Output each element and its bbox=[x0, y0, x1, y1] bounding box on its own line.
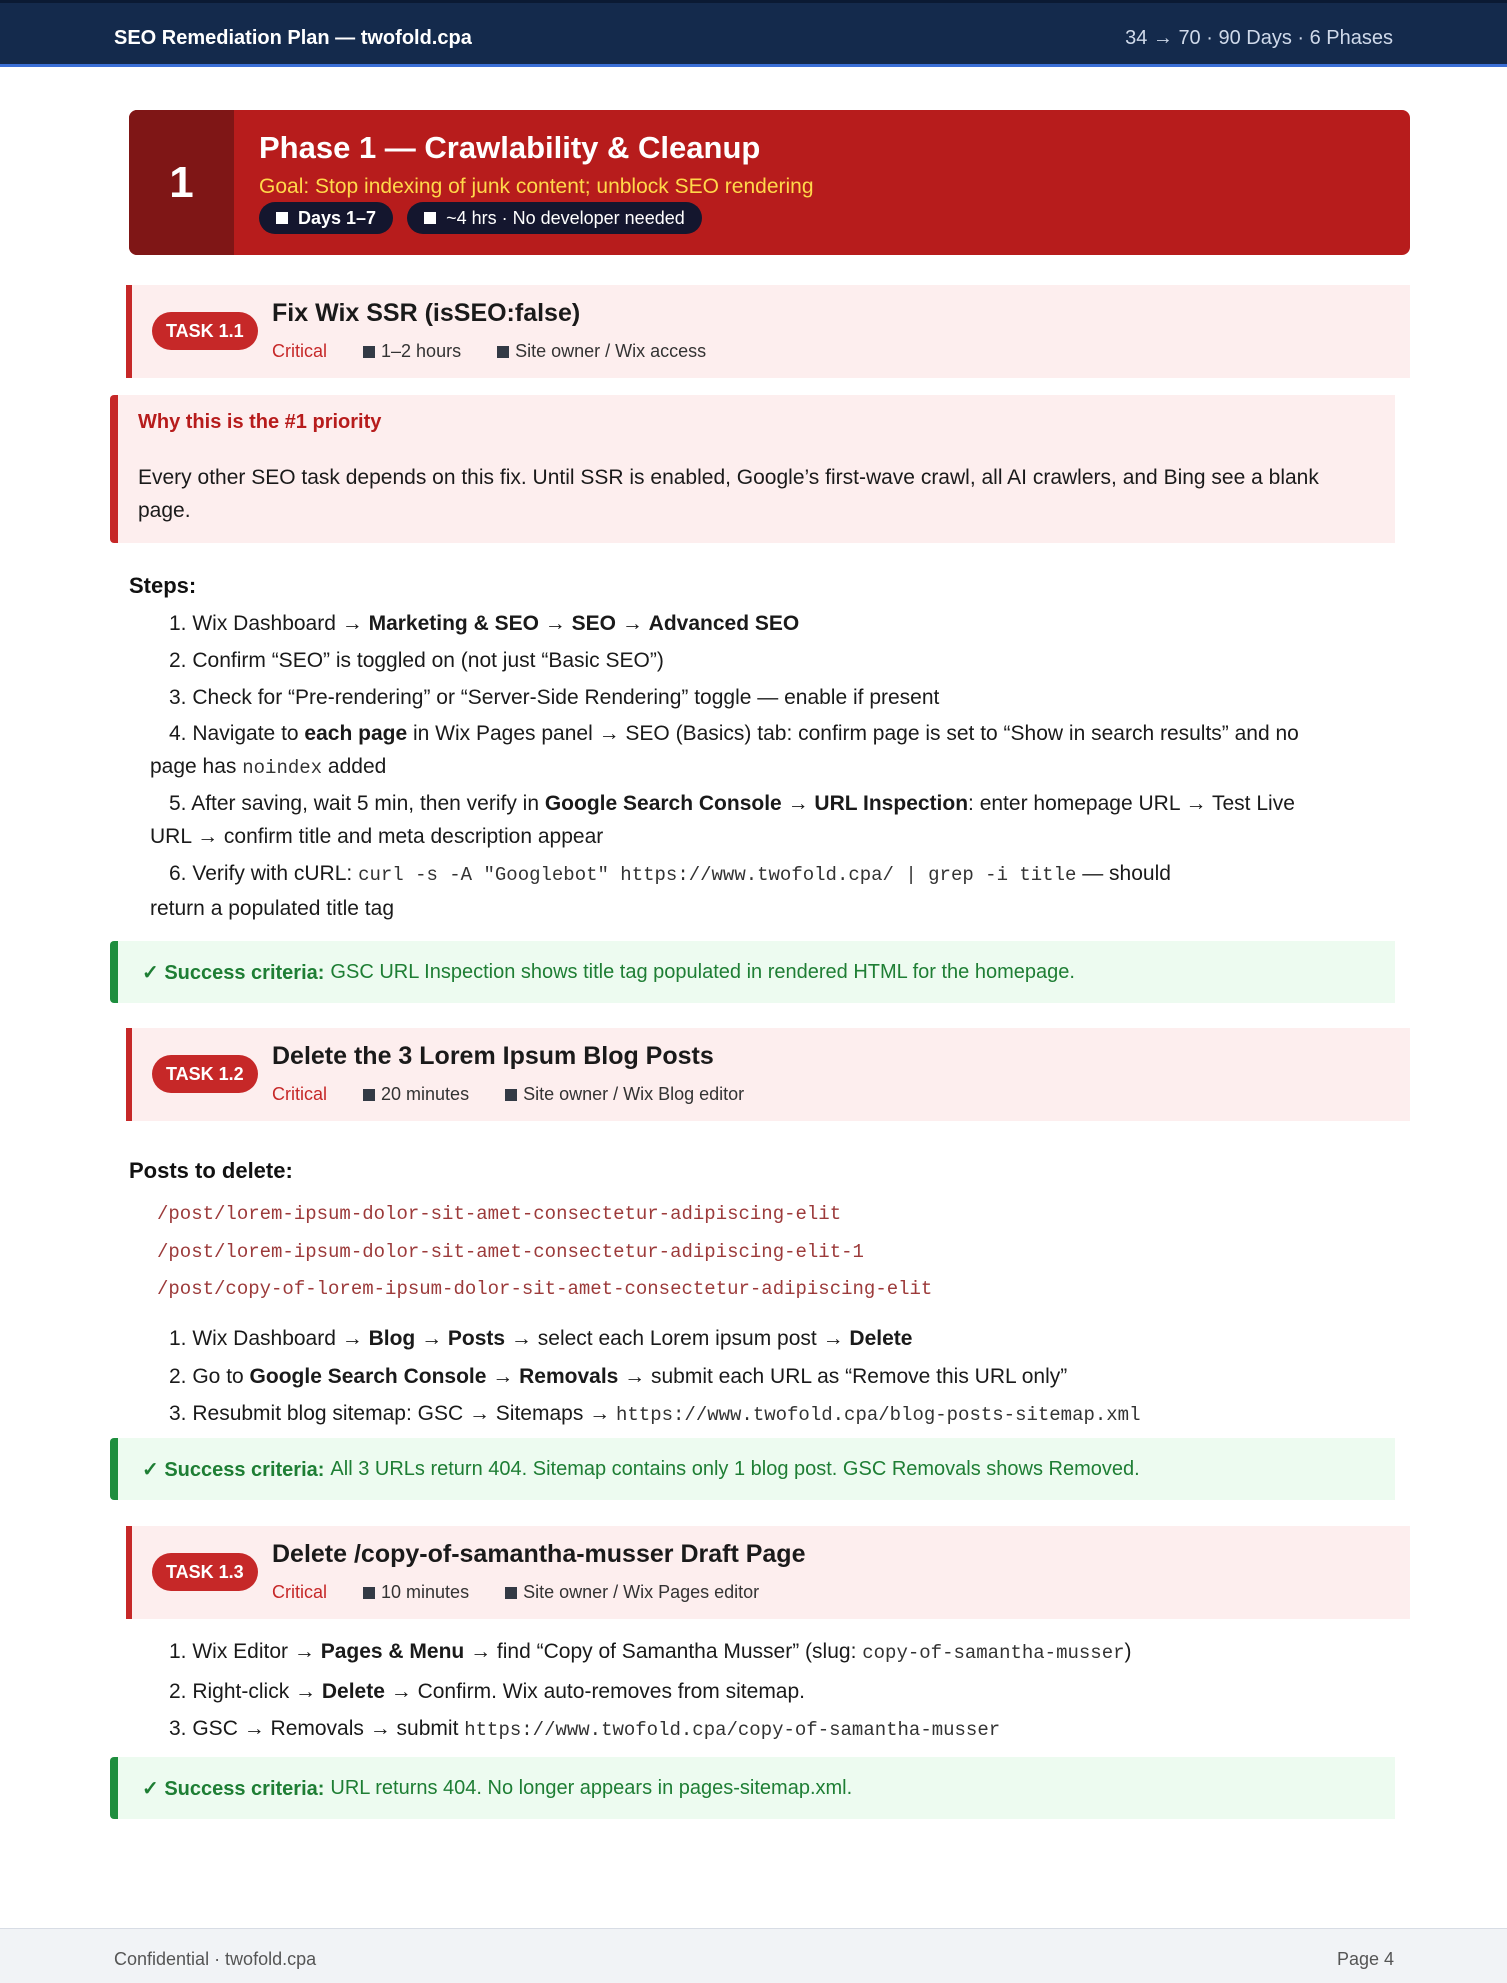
effort-pill-label: ~4 hrs · No developer needed bbox=[446, 207, 685, 228]
success-label: ✓ Success criteria: bbox=[142, 1777, 325, 1800]
square-icon bbox=[276, 212, 288, 224]
task-1-1-header bbox=[126, 285, 1410, 378]
task-1-2-header bbox=[126, 1028, 1410, 1121]
post-url: /post/copy-of-lorem-ipsum-dolor-sit-amet-consectetur-adipiscing-elit bbox=[157, 1278, 933, 1300]
task-badge: TASK 1.2 bbox=[152, 1055, 258, 1093]
post-url: /post/lorem-ipsum-dolor-sit-amet-consectetur-adipiscing-elit bbox=[157, 1203, 842, 1225]
priority-label: Critical bbox=[272, 341, 328, 361]
time-estimate bbox=[363, 1084, 469, 1105]
document-title: SEO Remediation Plan — twofold.cpa bbox=[114, 27, 472, 49]
why-text: Every other SEO task depends on this fix. Until SSR is enabled, Google’s first-wave crawl, all AI crawlers, and Bing see a blank page. bbox=[138, 466, 1319, 522]
step-item: 5. After saving, wait 5 min, then verify in Google Search Console → URL Inspection: enter homepage URL → Test Live URL → confirm title and meta description appear bbox=[150, 792, 1295, 848]
square-icon bbox=[363, 1587, 375, 1599]
success-text: GSC URL Inspection shows title tag populated in rendered HTML for the homepage. bbox=[330, 960, 1075, 983]
square-icon bbox=[363, 346, 375, 358]
priority-label: Critical bbox=[272, 1582, 328, 1602]
post-url: /post/lorem-ipsum-dolor-sit-amet-consectetur-adipiscing-elit-1 bbox=[157, 1240, 864, 1263]
time-estimate-text: 20 minutes bbox=[381, 1084, 470, 1104]
success-text: All 3 URLs return 404. Sitemap contains only 1 blog post. GSC Removals shows Removed. bbox=[330, 1457, 1140, 1480]
square-icon bbox=[505, 1587, 517, 1599]
task-title: Delete /copy-of-samantha-musser Draft Page bbox=[272, 1540, 806, 1568]
step-item: 2. Go to Google Search Console → Removals → submit each URL as “Remove this URL only” bbox=[169, 1364, 1068, 1388]
task-badge: TASK 1.1 bbox=[152, 312, 258, 350]
task-1-3-header bbox=[126, 1526, 1410, 1619]
step-item: 2. Confirm “SEO” is toggled on (not just “Basic SEO”) bbox=[169, 649, 664, 672]
posts-heading: Posts to delete: bbox=[129, 1158, 293, 1183]
step-item: 3. Check for “Pre-rendering” or “Server-Side Rendering” toggle — enable if present bbox=[169, 686, 940, 709]
owner-text: Site owner / Wix Pages editor bbox=[523, 1582, 760, 1602]
owner bbox=[497, 341, 706, 362]
success-label: ✓ Success criteria: bbox=[142, 1458, 325, 1481]
task-meta bbox=[272, 1084, 744, 1105]
step-item: 2. Right-click → Delete → Confirm. Wix auto-removes from sitemap. bbox=[169, 1679, 805, 1703]
time-estimate-text: 10 minutes bbox=[381, 1582, 470, 1602]
success-criteria-1 bbox=[110, 941, 1395, 1003]
task-1-2-steps bbox=[169, 1320, 1399, 1435]
success-text: URL returns 404. No longer appears in pages-sitemap.xml. bbox=[330, 1776, 853, 1799]
time-estimate bbox=[363, 1582, 469, 1603]
owner-text: Site owner / Wix access bbox=[515, 341, 707, 361]
steps-heading: Steps: bbox=[129, 573, 197, 598]
phase-number: 1 bbox=[129, 110, 234, 255]
days-pill bbox=[259, 202, 393, 234]
phase-banner bbox=[129, 110, 1410, 255]
plan-summary: 34 → 70 · 90 Days · 6 Phases bbox=[1125, 27, 1393, 49]
success-criteria-2 bbox=[110, 1438, 1395, 1500]
task-title: Fix Wix SSR (isSEO:false) bbox=[272, 299, 581, 327]
step-item: 3. GSC → Removals → submit https://www.twofold.cpa/copy-of-samantha-musser bbox=[169, 1717, 1001, 1741]
success-criteria-3 bbox=[110, 1757, 1395, 1819]
step-item: 1. Wix Editor → Pages & Menu → find “Copy of Samantha Musser” (slug: copy-of-samantha-musser) bbox=[169, 1640, 1132, 1664]
owner-text: Site owner / Wix Blog editor bbox=[523, 1084, 745, 1104]
step-item: 3. Resubmit blog sitemap: GSC → Sitemaps → https://www.twofold.cpa/blog-posts-sitemap.xml bbox=[169, 1402, 1141, 1426]
phase-pills bbox=[259, 202, 702, 234]
task-title: Delete the 3 Lorem Ipsum Blog Posts bbox=[272, 1042, 714, 1070]
square-icon bbox=[424, 212, 436, 224]
page-number: Page 4 bbox=[1336, 1949, 1394, 1969]
time-estimate-text: 1–2 hours bbox=[381, 341, 462, 361]
square-icon bbox=[505, 1089, 517, 1101]
posts-to-delete-list bbox=[157, 1196, 932, 1309]
days-pill-label: Days 1–7 bbox=[298, 207, 377, 228]
task-meta bbox=[272, 1582, 759, 1603]
top-bar bbox=[0, 0, 1507, 67]
task-1-1-steps bbox=[150, 612, 1399, 927]
time-estimate bbox=[363, 341, 461, 362]
task-meta bbox=[272, 341, 706, 362]
task-badge: TASK 1.3 bbox=[152, 1553, 258, 1591]
success-label: ✓ Success criteria: bbox=[142, 961, 325, 984]
owner bbox=[505, 1582, 759, 1603]
phase-goal: Goal: Stop indexing of junk content; unblock SEO rendering bbox=[259, 175, 814, 198]
footer-confidential: Confidential · twofold.cpa bbox=[114, 1949, 317, 1969]
step-item: 1. Wix Dashboard → Blog → Posts → select each Lorem ipsum post → Delete bbox=[169, 1327, 913, 1350]
square-icon bbox=[497, 346, 509, 358]
why-callout bbox=[110, 395, 1395, 543]
owner bbox=[505, 1084, 744, 1105]
step-item: 6. Verify with cURL: curl -s -A "Googlebot" https://www.twofold.cpa/ | grep -i title — should return a populated title tag bbox=[150, 862, 1171, 920]
phase-title: Phase 1 — Crawlability & Cleanup bbox=[259, 130, 761, 165]
task-1-3-steps bbox=[169, 1633, 1399, 1750]
square-icon bbox=[363, 1089, 375, 1101]
why-heading: Why this is the #1 priority bbox=[138, 411, 382, 433]
priority-label: Critical bbox=[272, 1084, 328, 1104]
page-footer bbox=[0, 1928, 1507, 1983]
step-item: 4. Navigate to each page in Wix Pages panel → SEO (Basics) tab: confirm page is set to “Show in search results” and no page has noindex added bbox=[150, 722, 1299, 779]
step-item: 1. Wix Dashboard → Marketing & SEO → SEO → Advanced SEO bbox=[169, 612, 800, 635]
effort-pill bbox=[407, 202, 702, 234]
